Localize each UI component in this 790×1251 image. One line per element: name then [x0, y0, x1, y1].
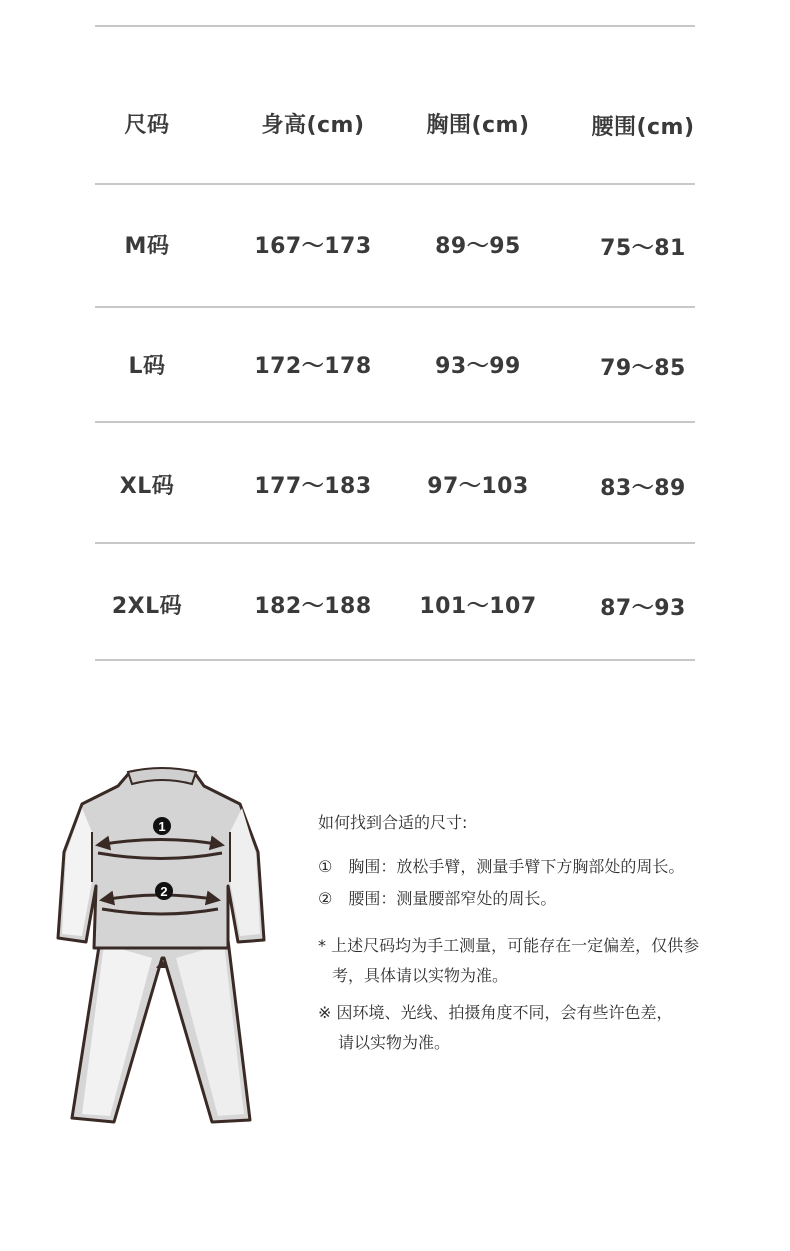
cell-waist: 83～89 — [600, 476, 686, 501]
measurement-figure — [52, 762, 272, 1132]
cell-size: L码 — [128, 354, 166, 379]
table-top-divider — [95, 25, 695, 27]
cell-chest: 101～107 — [419, 594, 537, 619]
notes-title: 如何找到合适的尺寸: — [318, 813, 468, 832]
cell-height: 172～178 — [254, 354, 372, 379]
cell-height: 182～188 — [254, 594, 372, 619]
table-divider — [95, 183, 695, 185]
cell-chest: 93～99 — [435, 354, 521, 379]
svg-text:1: 1 — [158, 819, 166, 834]
cell-waist: 75～81 — [600, 236, 686, 261]
tracksuit-illustration — [52, 762, 272, 1132]
header-chest: 胸围(cm) — [426, 113, 530, 138]
cell-size: XL码 — [119, 474, 175, 499]
cell-chest: 97～103 — [427, 474, 529, 499]
cell-size: M码 — [124, 234, 170, 259]
chest-marker — [153, 817, 171, 835]
measurement-disclaimer-cont: 考，具体请以实物为准。 — [332, 966, 509, 985]
measurement-disclaimer: * 上述尺码均为手工测量，可能存在一定偏差，仅供参 — [318, 936, 700, 955]
cell-height: 177～183 — [254, 474, 372, 499]
pants-icon — [72, 940, 250, 1122]
table-divider — [95, 306, 695, 308]
header-height: 身高(cm) — [261, 113, 365, 138]
header-waist: 腰围(cm) — [591, 115, 695, 140]
waist-instruction: ② 腰围：测量腰部窄处的周长。 — [318, 889, 557, 908]
header-size: 尺码 — [124, 113, 170, 138]
waist-marker — [155, 882, 173, 900]
chest-instruction: ① 胸围：放松手臂，测量手臂下方胸部处的周长。 — [318, 857, 685, 876]
color-disclaimer: ※ 因环境、光线、拍摄角度不同，会有些许色差， — [318, 1003, 673, 1022]
table-divider — [95, 542, 695, 544]
cell-waist: 87～93 — [600, 596, 686, 621]
cell-size: 2XL码 — [111, 594, 183, 619]
cell-height: 167～173 — [254, 234, 372, 259]
table-bottom-divider — [95, 659, 695, 661]
cell-chest: 89～95 — [435, 234, 521, 259]
svg-text:2: 2 — [160, 884, 168, 899]
cell-waist: 79～85 — [600, 356, 686, 381]
table-divider — [95, 421, 695, 423]
color-disclaimer-cont: 请以实物为准。 — [338, 1033, 451, 1052]
